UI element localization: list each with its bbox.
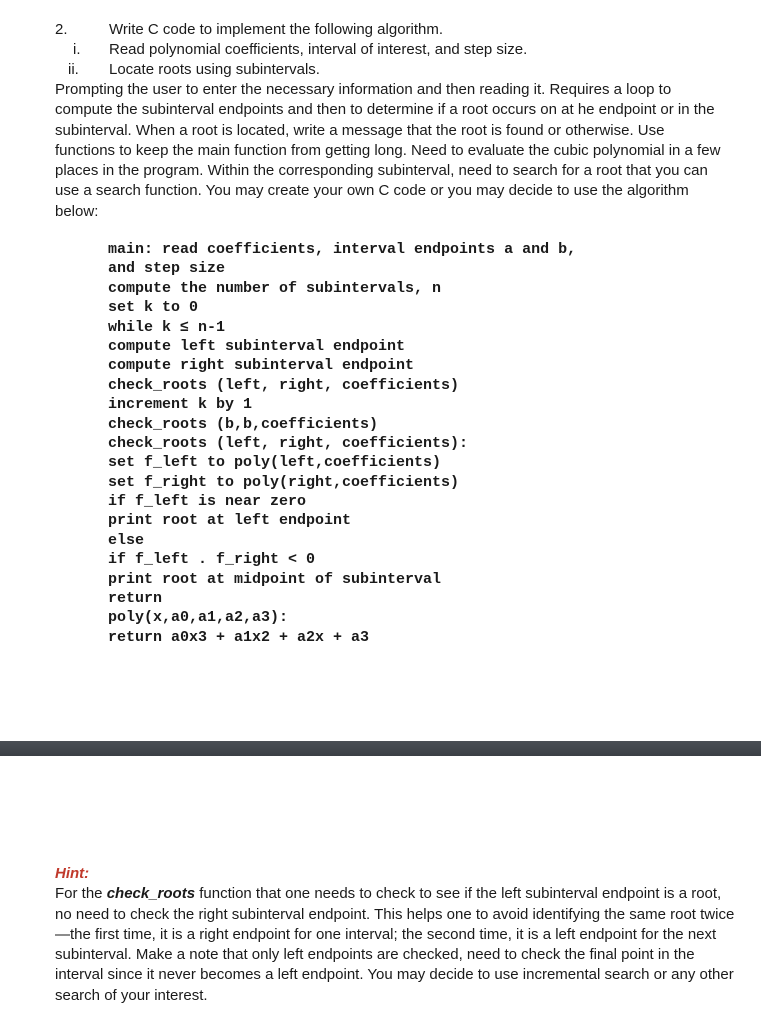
code-line: print root at left endpoint xyxy=(108,512,352,530)
question-item-1 xyxy=(55,40,735,60)
code-line: poly(x,a0,a1,a2,a3): xyxy=(108,609,289,627)
hint-function-name: check_roots xyxy=(106,885,196,903)
hint-text: function that one needs to check to see if the left subinterval endpoint is a root, no need to check the right subinterval endpoint. This helps one to avoid identifying the same root twice—the first time, it is a right endpoint for one interval; the second time, it is a left endpoint for the next subinterval. Make a note that only left endpoints are checked, need to check the final point in the interval since it never becomes a left endpoint. You may decide to use incremental search or any other search of your interest. xyxy=(55,885,735,1004)
item-text: Read polynomial coefficients, interval of interest, and step size. xyxy=(109,41,528,58)
code-line: if f_left is near zero xyxy=(108,493,307,511)
question-number: 2. xyxy=(55,21,68,38)
hint-block xyxy=(55,864,735,1006)
code-line: set k to 0 xyxy=(108,299,199,317)
code-line: main: read coefficients, interval endpoints a and b, xyxy=(108,241,577,258)
code-line: return a0x3 + a1x2 + a2x + a3 xyxy=(108,628,370,646)
code-line: set f_left to poly(left,coefficients) xyxy=(108,454,442,472)
code-line: else xyxy=(108,531,145,549)
code-line: compute the number of subintervals, n xyxy=(108,279,442,297)
code-line: compute right subinterval endpoint xyxy=(108,357,415,375)
question-block xyxy=(55,20,735,222)
question-item-2 xyxy=(55,60,735,80)
code-line: check_roots (b,b,coefficients) xyxy=(108,415,379,433)
code-line: increment k by 1 xyxy=(108,396,253,414)
question-title: Write C code to implement the following algorithm. xyxy=(109,21,444,38)
hint-title: Hint: xyxy=(55,865,90,882)
code-line: return xyxy=(108,590,163,608)
pseudocode-block xyxy=(108,240,576,647)
code-line: print root at midpoint of subinterval xyxy=(108,570,442,588)
code-line: if f_left . f_right < 0 xyxy=(108,551,316,569)
item-text: Locate roots using subintervals. xyxy=(109,61,320,78)
question-title-line xyxy=(55,20,735,40)
code-line: check_roots (left, right, coefficients): xyxy=(108,434,469,452)
item-marker: ii. xyxy=(68,61,79,78)
item-marker: i. xyxy=(73,41,81,58)
code-line: set f_right to poly(right,coefficients) xyxy=(108,473,460,491)
code-line: check_roots (left, right, coefficients) xyxy=(108,376,460,394)
hint-intro: For the xyxy=(55,885,107,903)
code-line: and step size xyxy=(108,260,226,278)
question-prompt: Prompting the user to enter the necessary information and then reading it. Requires a loop to compute the subinterval endpoints and then to determine if a root occurs on at he endpoint or in the subinterval. When a root is located, write a message that the root is found or otherwise. Use functions to keep the main function from getting long. Need to evaluate the cubic polynomial in a few places in the program. Within the corresponding subinterval, need to search for a root that you can use a search function. You may create your own C code or you may decide to use the algorithm below: xyxy=(55,81,721,220)
section-divider xyxy=(0,741,761,756)
code-line: compute left subinterval endpoint xyxy=(108,337,406,355)
code-line: while k ≤ n-1 xyxy=(108,318,226,336)
hint-body xyxy=(55,884,735,1006)
